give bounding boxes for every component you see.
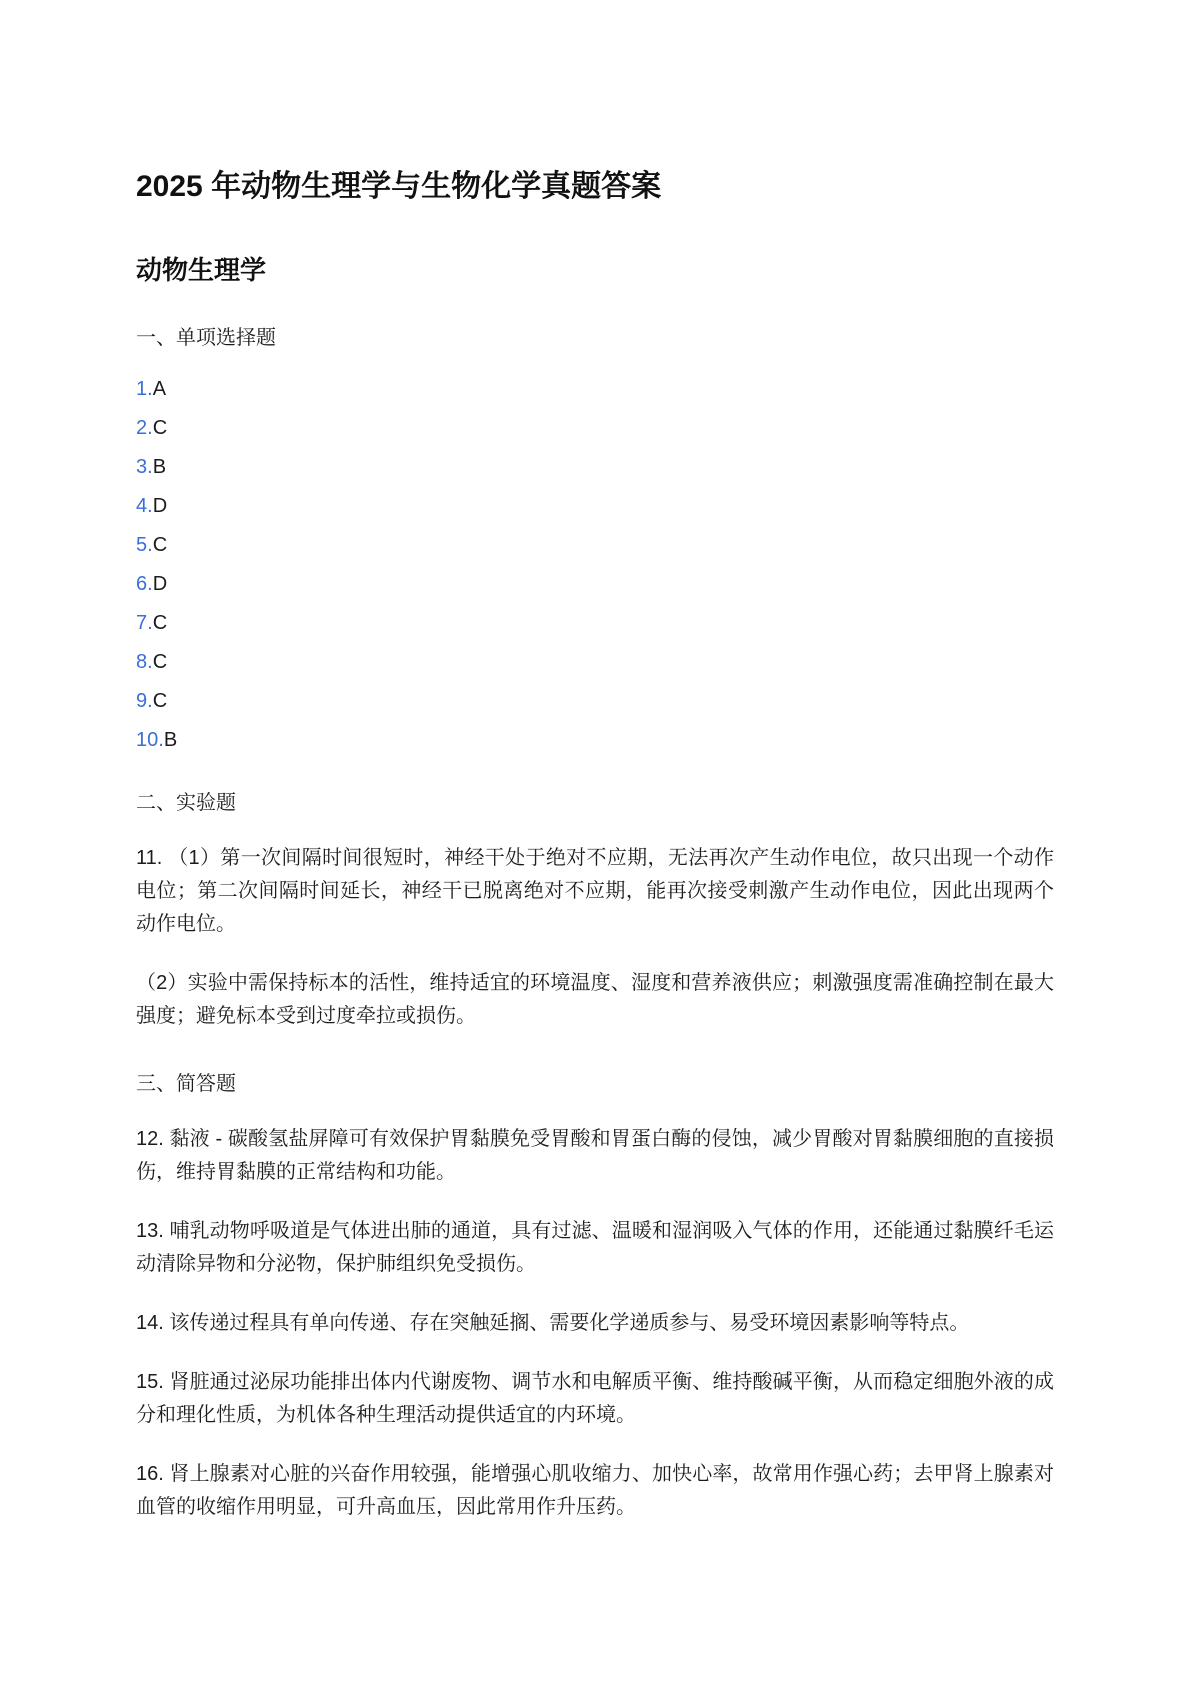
paragraph-text: 该传递过程具有单向传递、存在突触延搁、需要化学递质参与、易受环境因素影响等特点。 (169, 1312, 970, 1334)
answer-item (136, 689, 1054, 713)
document-title: 2025 年动物生理学与生物化学真题答案 (136, 170, 662, 203)
answer-number: 8. (136, 651, 153, 673)
answer-item (136, 377, 1054, 401)
answer-item (136, 494, 1054, 518)
answer-letter: B (163, 729, 178, 751)
answer-letter: C (152, 690, 168, 712)
paragraph-number: 11. (136, 847, 169, 869)
answer-item (136, 455, 1054, 479)
answer-number: 6. (136, 573, 153, 595)
paragraph-number: 14. (136, 1312, 170, 1334)
paragraph-q14 (136, 1307, 1054, 1340)
answer-letter: D (152, 573, 168, 595)
paragraph-text: 黏液 - 碳酸氢盐屏障可有效保护胃黏膜免受胃酸和胃蛋白酶的侵蚀，减少胃酸对胃黏膜细胞的直接损伤，维持胃黏膜的正常结构和功能。 (136, 1128, 1054, 1183)
answer-letter: D (152, 495, 168, 517)
choice-answers-list (136, 377, 1054, 752)
paragraph-q12 (136, 1123, 1054, 1189)
paragraph-q11 (136, 842, 1054, 941)
paragraph-text: 哺乳动物呼吸道是气体进出肺的通道，具有过滤、温暖和湿润吸入气体的作用，还能通过黏膜纤毛运动清除异物和分泌物，保护肺组织免受损伤。 (136, 1220, 1055, 1275)
part3-label: 三、简答题 (136, 1073, 236, 1095)
paragraph-number: 15. (136, 1371, 170, 1393)
paragraph-text: （1）第一次间隔时间很短时，神经干处于绝对不应期，无法再次产生动作电位，故只出现一个动作电位；第二次间隔时间延长，神经干已脱离绝对不应期，能再次接受刺激产生动作电位，因此出现两个动作电位。 (136, 847, 1055, 935)
answer-letter: C (152, 534, 168, 556)
paragraph-text: 肾脏通过泌尿功能排出体内代谢废物、调节水和电解质平衡、维持酸碱平衡，从而稳定细胞外液的成分和理化性质，为机体各种生理活动提供适宜的内环境。 (136, 1371, 1055, 1426)
paragraph-q13 (136, 1215, 1054, 1281)
part2-label: 二、实验题 (136, 792, 236, 814)
answer-number: 10. (136, 729, 164, 751)
answer-letter: C (152, 651, 168, 673)
answer-item (136, 416, 1054, 440)
answer-number: 3. (136, 456, 153, 478)
answer-number: 7. (136, 612, 153, 634)
paragraph-q11-part2 (136, 967, 1054, 1033)
answer-letter: A (152, 378, 167, 400)
answer-item (136, 572, 1054, 596)
paragraph-text: （2）实验中需保持标本的活性，维持适宜的环境温度、湿度和营养液供应；刺激强度需准确控制在最大强度；避免标本受到过度牵拉或损伤。 (136, 972, 1054, 1027)
answer-letter: B (152, 456, 167, 478)
paragraph-number: 13. (136, 1220, 170, 1242)
answer-letter: C (152, 417, 168, 439)
paragraph-text: 肾上腺素对心脏的兴奋作用较强，能增强心肌收缩力、加快心率，故常用作强心药；去甲肾上腺素对血管的收缩作用明显，可升高血压，因此常用作升压药。 (136, 1463, 1055, 1518)
answer-number: 9. (136, 690, 153, 712)
answer-item (136, 611, 1054, 635)
paragraph-number: 12. (136, 1128, 170, 1150)
answer-item (136, 650, 1054, 674)
section-heading: 动物生理学 (136, 255, 267, 285)
answer-number: 2. (136, 417, 153, 439)
answer-item (136, 533, 1054, 557)
paragraph-number: 16. (136, 1463, 170, 1485)
answer-letter: C (152, 612, 168, 634)
part1-label: 一、单项选择题 (136, 327, 276, 349)
answer-item (136, 728, 1054, 752)
paragraph-q15 (136, 1366, 1054, 1432)
answer-number: 1. (136, 378, 153, 400)
paragraph-q16 (136, 1458, 1054, 1524)
answer-number: 4. (136, 495, 153, 517)
answer-number: 5. (136, 534, 153, 556)
